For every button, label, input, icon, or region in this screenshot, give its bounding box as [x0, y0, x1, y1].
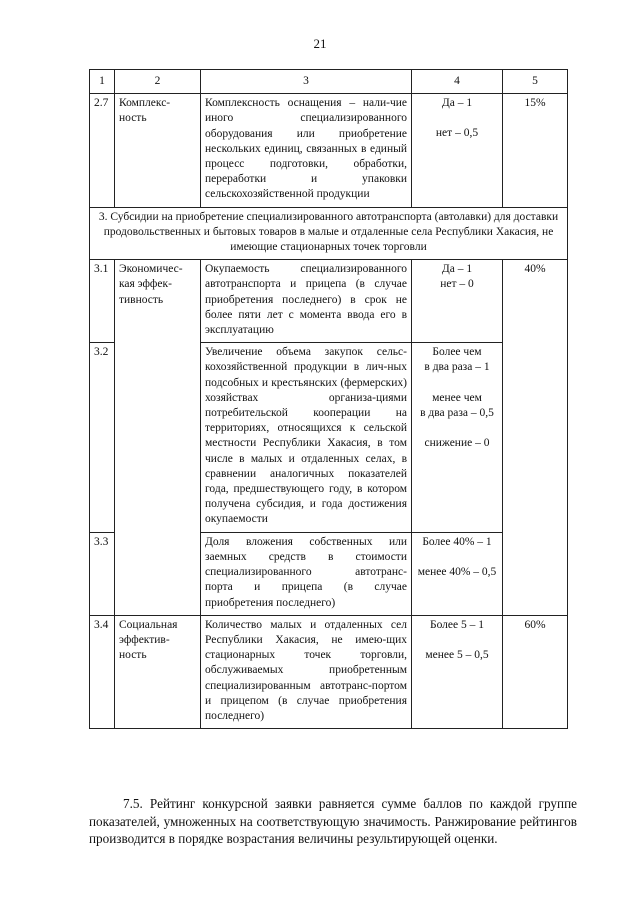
section-row: [90, 207, 568, 260]
section-heading: 3. Субсидии на приобретение специализированного автотранспорта (автолавки) для доставки продовольственных и бытовых товаров в малые и отдаленные села Республики Хакасия, не имеющие стационарных точек торговли: [90, 207, 568, 260]
header-col-4: 4: [412, 70, 503, 94]
description-line: приобретения последнего): [205, 596, 336, 609]
description-line: порта и прицепа (в случае: [205, 581, 407, 594]
closing-paragraph-text: 7.5. Рейтинг конкурсной заявки равняется сумме баллов по каждой группе показателей, умноженных на соответствующую значимость. Ранжирование рейтингов производится в порядке возрастания величины результирующей оценки.: [89, 796, 577, 846]
points-line: в два раза – 1: [424, 361, 490, 374]
criterion-description: Увеличение объема закупок сельс-кохозяйственной продукции в лич-ных подсобных и крестьянских (фермерских) хозяйствах организа-циями потребительской кооперации на территориях, относящихся к сельской местности Республики Хакасия, в том числе в малых и отдаленных селах, в сравнении аналогичных показателей года, предшествующего году, в котором получена субсидия, и года достижения окупаемости: [201, 343, 412, 532]
header-col-1: 1: [90, 70, 115, 94]
criterion-points: [412, 615, 503, 728]
page-number: 21: [313, 36, 327, 51]
criterion-weight: 15%: [503, 94, 568, 207]
points-line: нет – 0,5: [435, 127, 479, 140]
points-line: нет – 0: [440, 278, 474, 291]
table-row: [90, 94, 568, 207]
points-line: в два раза – 0,5: [420, 406, 494, 419]
points-line: Более 40% – 1: [422, 535, 492, 548]
row-number: 3.2: [90, 343, 115, 532]
points-line: менее 40% – 0,5: [417, 565, 497, 578]
points-line: Да – 1: [441, 97, 473, 110]
description-line: заемных средств в стоимости: [205, 550, 407, 563]
criterion-description: Окупаемость специализированного автотранспорта и прицепа (в случае приобретения последнего) в срок не более пяти лет с момента ввода его в эксплуатацию: [201, 260, 412, 343]
points-line: Более 5 – 1: [429, 618, 485, 631]
criterion-points: [412, 260, 503, 343]
points-line: менее 5 – 0,5: [425, 648, 489, 661]
table-row: [90, 260, 568, 343]
points-line: Да – 1: [441, 263, 473, 276]
row-number: 3.3: [90, 532, 115, 615]
criterion-name: Социальная эффектив-ность: [115, 615, 201, 728]
criterion-description: Количество малых и отдаленных сел Республики Хакасия, не имею-щих стационарных точек торговли, обслуживаемых приобретенным специализированным автотранс-портом и прицепом (в случае приобретения последнего): [201, 615, 412, 728]
points-line: менее чем: [432, 391, 482, 404]
criterion-description: Комплексность оснащения – нали-чие иного специализированного оборудования или приобретение нескольких единиц, связанных в единый процесс подготовки, обработки, переработки и упаковки сельскохозяйственной продукции: [201, 94, 412, 207]
table-header-row: [90, 70, 568, 94]
table-row: [90, 615, 568, 728]
row-number: 2.7: [90, 94, 115, 207]
criterion-points: [412, 532, 503, 615]
points-line: снижение – 0: [424, 437, 490, 450]
criterion-name: Экономичес-кая эффек-тивность: [115, 260, 201, 615]
criteria-table: [89, 69, 568, 729]
criterion-points: [412, 94, 503, 207]
closing-paragraph: [89, 795, 577, 848]
criterion-description: [201, 532, 412, 615]
header-col-3: 3: [201, 70, 412, 94]
criterion-weight: 60%: [503, 615, 568, 728]
header-col-2: 2: [115, 70, 201, 94]
header-col-5: 5: [503, 70, 568, 94]
criterion-weight: 40%: [503, 260, 568, 615]
criterion-points: [412, 343, 503, 532]
description-line: Доля вложения собственных или: [205, 535, 407, 548]
row-number: 3.4: [90, 615, 115, 728]
criterion-name: Комплекс-ность: [115, 94, 201, 207]
points-line: Более чем: [432, 346, 482, 359]
row-number: 3.1: [90, 260, 115, 343]
description-line: специализированного автотранс-: [205, 566, 407, 579]
